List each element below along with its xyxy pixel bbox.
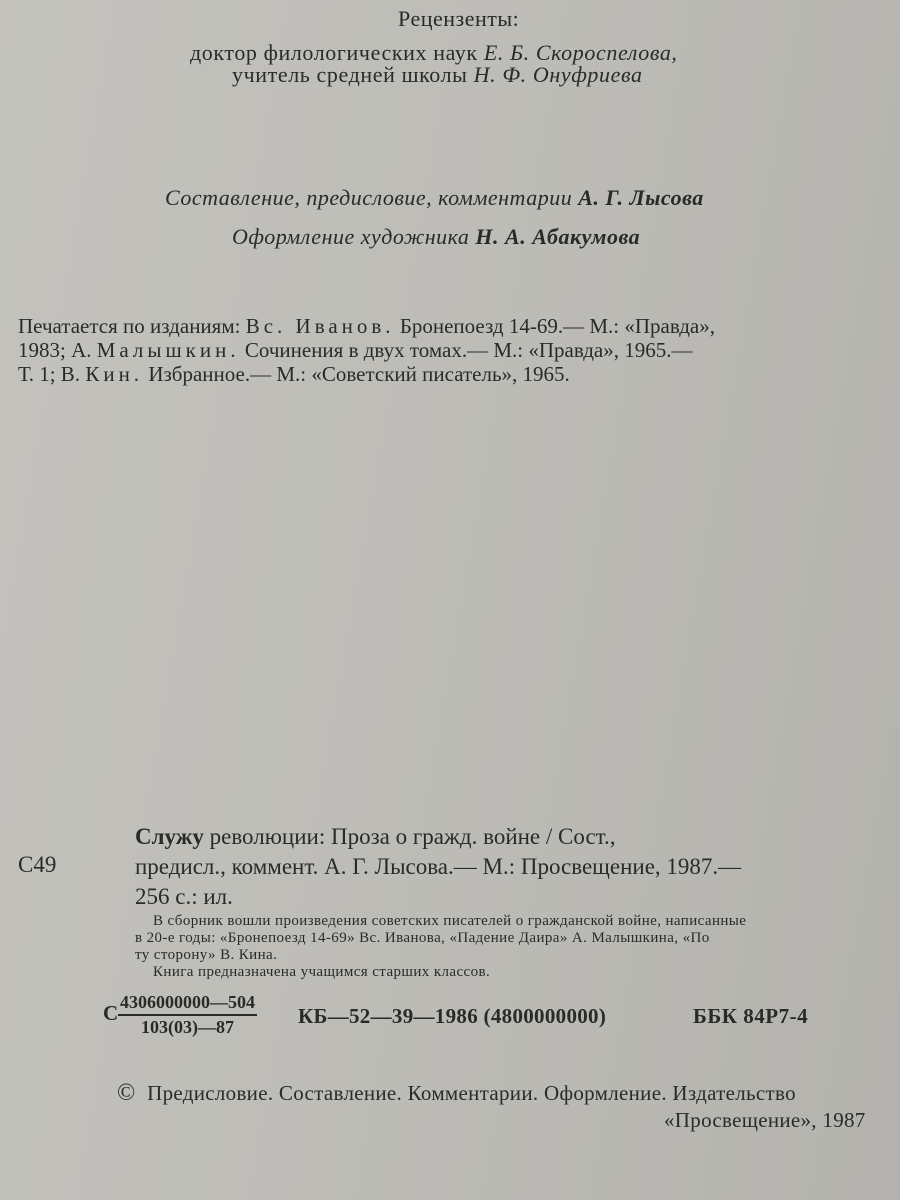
- source-editions: [18, 314, 888, 386]
- editions-line-2-a: 1983; А.: [18, 338, 92, 362]
- annotation-line-4: Книга предназначена учащимся старших классов.: [153, 964, 491, 980]
- catalog-title: Служу: [135, 824, 204, 849]
- reviewer-2-title: учитель средней школы: [232, 62, 468, 87]
- reviewer-2-name: Н. Ф. Онуфриева: [473, 62, 643, 87]
- index-denominator: 103(03)—87: [141, 1017, 234, 1037]
- editions-line-2-b: Сочинения в двух томах.— М.: «Правда», 1965.—: [244, 338, 693, 362]
- editions-line-1-a: Печатается по изданиям:: [18, 314, 241, 338]
- reviewer-1-title: доктор филологических наук: [190, 40, 478, 65]
- bbk-code: ББК 84Р7-4: [693, 1004, 809, 1028]
- catalog-line-1-rest: революции: Проза о гражд. войне / Сост.,: [209, 824, 616, 849]
- editions-line-1: [18, 314, 888, 338]
- annotation-line-1: В сборник вошли произведения советских писателей о гражданской войне, написанные: [153, 913, 747, 929]
- designer-name: Н. А. Абакумова: [475, 224, 641, 249]
- catalog-line-1: [135, 822, 741, 852]
- copyright-line-2: «Просвещение», 1987: [664, 1108, 866, 1132]
- compiler-name: А. Г. Лысова: [578, 185, 704, 210]
- reviewers-heading: Рецензенты:: [398, 6, 520, 31]
- editions-line-3-b: Избранное.— М.: «Советский писатель», 1965.: [148, 362, 570, 386]
- compiler-credit: [165, 185, 704, 211]
- index-fraction: [118, 992, 257, 1038]
- annotation-line-3: ту сторону» В. Кина.: [135, 947, 278, 963]
- catalog-entry: [135, 822, 741, 912]
- copyright-text-1: Предисловие. Составление. Комментарии. Оформление. Издательство: [147, 1081, 796, 1105]
- editions-line-2: [18, 338, 888, 362]
- copyright-icon: ©: [117, 1080, 136, 1106]
- reviewer-1-name: Е. Б. Скороспелова,: [483, 40, 678, 65]
- copyright-line-1: [117, 1080, 796, 1107]
- kb-code: КБ—52—39—1986 (4800000000): [298, 1004, 607, 1028]
- editions-author-2: Малышкин.: [96, 338, 240, 362]
- catalog-code: С49: [18, 852, 57, 877]
- index-numerator: 4306000000—504: [118, 992, 257, 1016]
- compiler-credit-label: Составление, предисловие, комментарии: [165, 185, 573, 210]
- catalog-line-3: 256 с.: ил.: [135, 884, 233, 909]
- editions-author-3: Кин.: [85, 362, 144, 386]
- reviewer-line-2: [232, 62, 643, 88]
- catalog-line-2: предисл., коммент. А. Г. Лысова.— М.: Просвещение, 1987.—: [135, 854, 742, 879]
- annotation: [135, 913, 746, 981]
- editions-line-3: [18, 362, 888, 386]
- editions-line-1-b: Бронепоезд 14-69.— М.: «Правда»,: [399, 314, 715, 338]
- index-letter: С: [103, 1001, 119, 1025]
- editions-author-1: Вс. Иванов.: [245, 314, 395, 338]
- editions-line-3-a: Т. 1; В.: [18, 362, 81, 386]
- design-credit: [232, 224, 640, 250]
- annotation-line-2: в 20-е годы: «Бронепоезд 14-69» Вс. Иванова, «Падение Даира» А. Малышкина, «По: [135, 930, 710, 946]
- design-credit-label: Оформление художника: [232, 224, 470, 249]
